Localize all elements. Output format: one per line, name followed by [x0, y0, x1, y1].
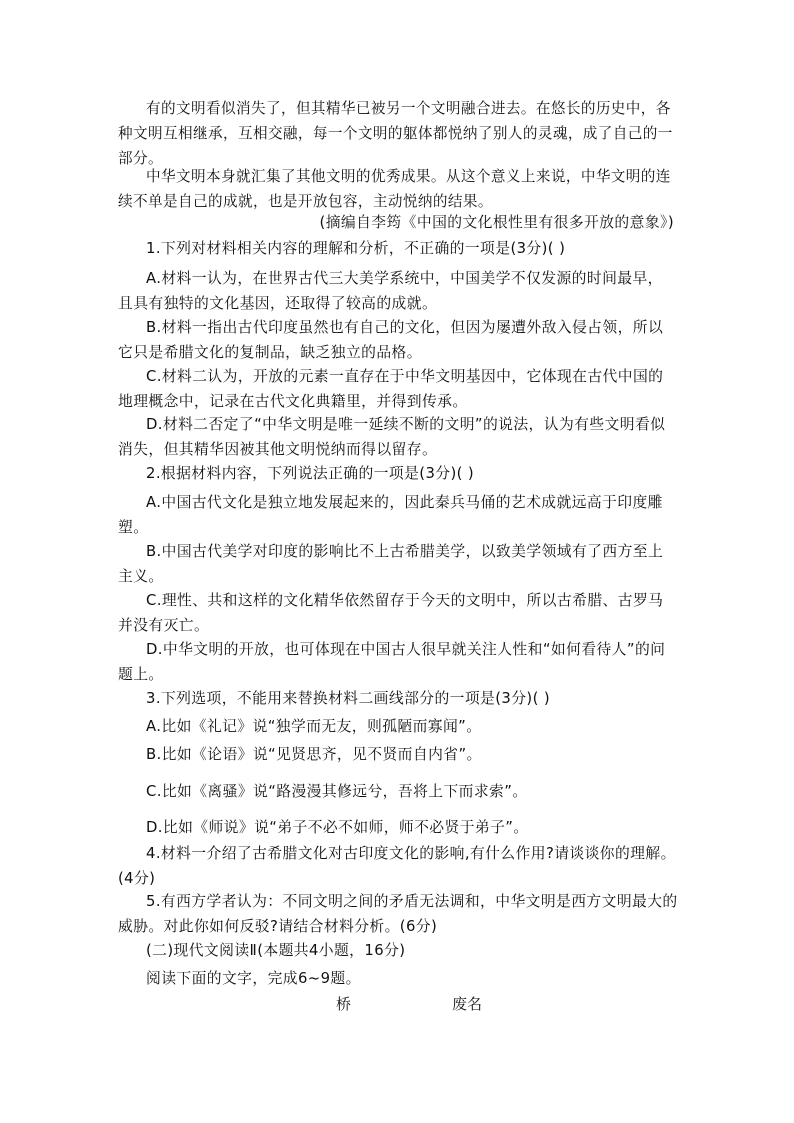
question-3-option-d: D.比如《师说》说“弟子不必不如师，师不必贤于弟子”。 [146, 819, 529, 836]
intro-paragraph-1: 有的文明看似消失了，但其精华已被另一个文明融合进去。在悠长的历史中，各种文明互相继承，互相交融，每一个文明的躯体都悦纳了别人的灵魂，成了自己的一部分。 [118, 100, 673, 167]
question-4-stem: 4.材料一介绍了古希腊文化对古印度文化的影响,有什么作用?请谈谈你的理解。(4分) [118, 845, 676, 887]
question-1-option-c: C.材料二认为，开放的元素一直存在于中华文明基因中，它体现在古代中国的地理概念中，记录在古代文化典籍里，并得到传承。 [118, 368, 664, 410]
question-1-stem: 1.下列对材料相关内容的理解和分析，不正确的一项是(3分)( ) [146, 240, 566, 257]
question-2-option-c: C.理性、共和这样的文化精华依然留存于今天的文明中，所以古希腊、古罗马并没有灭亡。 [118, 592, 664, 634]
question-2-stem: 2.根据材料内容，下列说法正确的一项是(3分)( ) [146, 465, 475, 482]
reading-instruction: 阅读下面的文字，完成6~9题。 [146, 970, 361, 987]
question-2-option-a: A.中国古代文化是独立地发展起来的，因此秦兵马俑的艺术成就远高于印度雕塑。 [118, 494, 663, 536]
question-5-stem: 5.有西方学者认为：不同文明之间的矛盾无法调和，中华文明是西方文明最大的威胁。对此你如何反驳?请结合材料分析。(6分) [118, 893, 678, 935]
question-1-option-d: D.材料二否定了“中华文明是唯一延续不断的文明”的说法，认为有些文明看似消失，但其精华因被其他文明悦纳而得以留存。 [118, 416, 666, 458]
question-3-option-c: C.比如《离骚》说“路漫漫其修远兮，吾将上下而求索”。 [146, 783, 528, 800]
question-2-option-b: B.中国古代美学对印度的影响比不上古希腊美学，以致美学领域有了西方至上主义。 [118, 543, 664, 585]
passage-title: 桥 [336, 995, 352, 1013]
passage-author: 废名 [452, 995, 483, 1013]
question-3-option-b: B.比如《论语》说“见贤思齐，见不贤而自内省”。 [146, 746, 482, 763]
question-1-option-a: A.材料一认为，在世界古代三大美学系统中，中国美学不仅发源的时间最早，且具有独特的文化基因，还取得了较高的成就。 [118, 270, 663, 312]
question-1-option-b: B.材料一指出古代印度虽然也有自己的文化，但因为屡遭外敌入侵占领，所以它只是希腊文化的复制品，缺乏独立的品格。 [118, 319, 664, 361]
source-citation: (摘编自李筠《中国的文化根性里有很多开放的意象》) [319, 214, 674, 231]
question-2-option-d: D.中华文明的开放，也可体现在中国古人很早就关注人性和“如何看待人”的问题上。 [118, 641, 666, 683]
question-3-stem: 3.下列选项，不能用来替换材料二画线部分的一项是(3分)( ) [146, 690, 551, 707]
intro-paragraph-2: 中华文明本身就汇集了其他文明的优秀成果。从这个意义上来说，中华文明的连续不单是自己的成就，也是开放包容，主动悦纳的结果。 [118, 168, 671, 210]
section-heading: (二)现代文阅读Ⅱ(本题共4小题，16分) [146, 942, 406, 959]
question-3-option-a: A.比如《礼记》说“独学而无友，则孤陋而寡闻”。 [146, 718, 482, 735]
